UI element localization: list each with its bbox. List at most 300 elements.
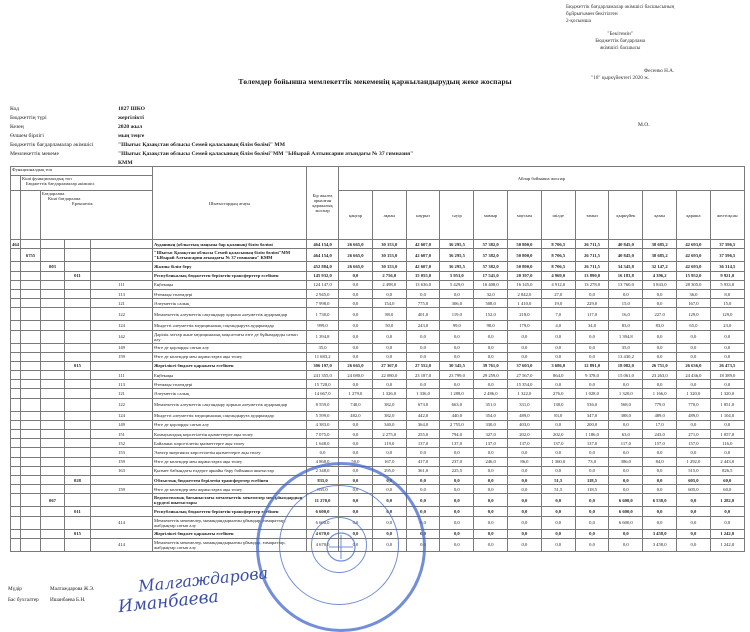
total-cell: 6 600,0 xyxy=(307,516,339,529)
month-cell: 129,0 xyxy=(677,308,711,321)
month-cell: 0,0 xyxy=(339,485,373,494)
code-cell xyxy=(65,289,91,298)
month-cell: 0,0 xyxy=(643,330,677,343)
meta-label: Код xyxy=(10,106,19,112)
total-cell: 464 154,0 xyxy=(307,240,339,249)
code-cell xyxy=(65,352,91,361)
total-cell: 2 945,0 xyxy=(307,289,339,298)
header-prog: Бағдарлама xyxy=(42,191,65,197)
expense-name: Ведомстволық бағыныстағы мемлекеттік мекемелер мен ұйымдардың күрделі шығыстары xyxy=(153,494,307,507)
month-cell: 0,0 xyxy=(440,494,474,507)
code-cell xyxy=(11,529,21,538)
month-cell: 0,0 xyxy=(372,448,406,457)
month-cell: 22 080,0 xyxy=(372,371,406,380)
month-11: қараша xyxy=(677,191,711,240)
month-cell: 30 153,0 xyxy=(372,249,406,262)
month-cell: 42 693,0 xyxy=(677,240,711,249)
table-row xyxy=(11,439,745,448)
code-cell xyxy=(91,271,153,280)
code-cell xyxy=(65,249,91,262)
expense-name: Өзге де көлемдер мен жұмыстарға ақы төлеу xyxy=(153,352,307,361)
code-cell xyxy=(21,411,41,420)
code-cell xyxy=(41,439,65,448)
month-cell: 0,0 xyxy=(406,330,440,343)
month-cell: 0,0 xyxy=(541,529,575,538)
month-cell: 26 665,0 xyxy=(339,240,373,249)
month-cell: 295,0 xyxy=(372,466,406,475)
meta-label: Бюджеттік бағдарламалар әкімшісі xyxy=(10,142,94,148)
code-cell: 113 xyxy=(91,380,153,389)
table-row xyxy=(11,448,745,457)
month-cell: 9 921,0 xyxy=(710,271,744,280)
expense-name: Қызмет бабындағы елдерге арнайы бару бойынша шығыстар xyxy=(153,466,307,475)
meta-value: мың теңге xyxy=(118,133,145,139)
month-cell: 7,0 xyxy=(541,308,575,321)
month-cell: 0,0 xyxy=(339,439,373,448)
month-cell: 118,5 xyxy=(575,485,609,494)
expense-name: Ауданның (облыстық маңызы бар қаланың) білім бөлімі xyxy=(153,240,307,249)
month-cell: 3 458,0 xyxy=(643,529,677,538)
month-cell: 167,0 xyxy=(372,457,406,466)
expense-name: Жергілікті бюджет қаражаты есебінен xyxy=(153,361,307,370)
month-cell: 0,0 xyxy=(474,516,508,529)
meta-label: Бюджеттің түрі xyxy=(10,115,47,121)
total-cell: 6 600,0 xyxy=(307,507,339,516)
month-cell: 364,0 xyxy=(406,420,440,429)
month-cell: 0,0 xyxy=(372,507,406,516)
month-cell: 51,5 xyxy=(541,475,575,484)
meta-row xyxy=(10,132,418,141)
month-cell: 0,0 xyxy=(406,448,440,457)
code-cell xyxy=(41,538,65,551)
month-cell: 0,0 xyxy=(339,289,373,298)
month-cell: 0,0 xyxy=(339,529,373,538)
meta-value: 1827 ШКО xyxy=(118,106,145,112)
expense-name: Республикалық бюджеттен берілетін трансферттер есебінен xyxy=(153,271,307,280)
month-cell: 73,0 xyxy=(575,457,609,466)
month-cell: 119,0 xyxy=(440,308,474,321)
code-cell: 124 xyxy=(91,321,153,330)
month-cell: 0,0 xyxy=(677,380,711,389)
code-cell xyxy=(65,420,91,429)
code-cell xyxy=(11,439,21,448)
expense-name: Облыстық бюджеттен берілетін трансферттер есебінен xyxy=(153,475,307,484)
month-cell: 0,0 xyxy=(541,330,575,343)
month-cell: 15,0 xyxy=(710,299,744,308)
month-cell: 35,0 xyxy=(609,343,643,352)
month-cell: 0,0 xyxy=(406,507,440,516)
month-cell: 0,0 xyxy=(609,420,643,429)
month-cell: 20 397,0 xyxy=(508,271,542,280)
month-cell: 5 953,0 xyxy=(440,271,474,280)
code-cell xyxy=(21,398,41,411)
total-cell: 0,0 xyxy=(307,448,339,457)
month-cell: 0,0 xyxy=(710,330,744,343)
month-cell: 388,0 xyxy=(609,411,643,420)
month-cell: 83,0 xyxy=(541,411,575,420)
month-cell: 0,0 xyxy=(643,299,677,308)
code-cell xyxy=(21,289,41,298)
month-cell: 417,0 xyxy=(406,457,440,466)
month-cell: 137,0 xyxy=(508,439,542,448)
code-cell xyxy=(11,448,21,457)
table-row xyxy=(11,352,745,361)
month-cell: 0,0 xyxy=(508,475,542,484)
month-10: қазан xyxy=(643,191,677,240)
code-cell xyxy=(65,321,91,330)
code-cell xyxy=(21,271,41,280)
month-cell: 386,0 xyxy=(609,457,643,466)
month-cell: 0,0 xyxy=(677,448,711,457)
code-cell: 149 xyxy=(91,420,153,429)
approval-line-2: бұйрығымен бекітілген xyxy=(566,11,618,17)
month-cell: 57 382,0 xyxy=(474,262,508,271)
month-cell: 0,0 xyxy=(406,475,440,484)
month-cell: 0,0 xyxy=(575,507,609,516)
month-cell: 1 282,0 xyxy=(710,494,744,507)
month-cell: 0,0 xyxy=(339,308,373,321)
month-cell: 2 443,0 xyxy=(710,457,744,466)
code-cell xyxy=(11,411,21,420)
month-cell: 340,0 xyxy=(372,420,406,429)
month-cell: 16 408,0 xyxy=(474,280,508,289)
month-cell: 0,0 xyxy=(643,475,677,484)
code-cell xyxy=(41,430,65,439)
month-cell: 137,0 xyxy=(541,439,575,448)
month-cell: 0,0 xyxy=(440,516,474,529)
code-cell: 414 xyxy=(91,516,153,529)
handwritten-signature-2: Иманбаева xyxy=(117,586,220,618)
month-cell: 0,0 xyxy=(372,485,406,494)
code-cell xyxy=(21,389,41,398)
header-spec: Ерекшелік xyxy=(72,201,93,207)
month-cell: 0,0 xyxy=(643,343,677,352)
total-cell: 1 394,8 xyxy=(307,330,339,343)
table-row xyxy=(11,308,745,321)
code-cell xyxy=(65,380,91,389)
total-cell: 124 147,0 xyxy=(307,280,339,289)
month-cell: 0,0 xyxy=(541,466,575,475)
month-cell: 775,0 xyxy=(406,299,440,308)
month-cell: 0,0 xyxy=(643,380,677,389)
month-cell: 23,0 xyxy=(710,321,744,330)
meta-value: "Шығыс Қазақстан облысы Семей қаласының білім бөлімі"ММ "Ыбырай Алтынсарин атындағы № 37 гимназия" КММ xyxy=(118,151,414,166)
total-cell: 8 559,0 xyxy=(307,398,339,411)
approval-block xyxy=(566,4,674,82)
month-cell: 42 607,0 xyxy=(406,262,440,271)
month-cell: 0,0 xyxy=(677,330,711,343)
stamp-place-label: М.О. xyxy=(638,122,650,128)
month-cell: 0,0 xyxy=(508,516,542,529)
month-cell: 12 891,0 xyxy=(575,361,609,370)
month-cell: 0,0 xyxy=(372,352,406,361)
expense-name: Жалпы білім беру xyxy=(153,262,307,271)
month-cell: 119,0 xyxy=(372,439,406,448)
expense-name: Әлеуметтік салық xyxy=(153,299,307,308)
month-cell: 1 336,0 xyxy=(406,389,440,398)
month-cell: 605,0 xyxy=(677,485,711,494)
month-cell: 0,0 xyxy=(508,330,542,343)
month-cell: 515,0 xyxy=(677,466,711,475)
table-row xyxy=(11,330,745,343)
month-cell: 0,0 xyxy=(575,466,609,475)
code-cell xyxy=(91,361,153,370)
code-cell xyxy=(11,389,21,398)
month-5: мамыр xyxy=(474,191,508,240)
month-cell: 0,0 xyxy=(406,380,440,389)
month-cell: 2 275,0 xyxy=(372,430,406,439)
month-cell: 1 292,0 xyxy=(677,457,711,466)
month-cell: 15 354,0 xyxy=(508,380,542,389)
month-cell: 0,0 xyxy=(372,538,406,551)
month-cell: 0,0 xyxy=(474,330,508,343)
code-cell: 111 xyxy=(91,371,153,380)
table-row xyxy=(11,280,745,289)
code-cell xyxy=(21,430,41,439)
code-cell xyxy=(11,507,21,516)
month-cell: 0,0 xyxy=(339,466,373,475)
month-cell: 0,0 xyxy=(372,330,406,343)
month-cell: 0,0 xyxy=(575,330,609,343)
total-cell: 5 599,0 xyxy=(307,411,339,420)
month-cell: 0,0 xyxy=(339,330,373,343)
approval-date: "18" қыркүйектегі 2020 ж. xyxy=(591,75,650,81)
month-cell: 1 057,0 xyxy=(710,430,744,439)
month-6: маусым xyxy=(508,191,542,240)
total-cell: 835,0 xyxy=(307,475,339,484)
month-cell: 13 760,0 xyxy=(609,280,643,289)
code-cell xyxy=(41,308,65,321)
code-cell: 113 xyxy=(91,289,153,298)
code-cell xyxy=(65,299,91,308)
month-7: шілде xyxy=(541,191,575,240)
month-cell: 1 394,8 xyxy=(609,330,643,343)
month-cell: 26 636,0 xyxy=(677,361,711,370)
month-cell: 0,0 xyxy=(508,494,542,507)
month-cell: 331,0 xyxy=(508,398,542,411)
month-cell: 200,0 xyxy=(575,420,609,429)
code-cell: 149 xyxy=(91,343,153,352)
total-cell: 464 154,0 xyxy=(307,249,339,262)
total-cell: 15 728,0 xyxy=(307,380,339,389)
code-cell xyxy=(41,420,65,429)
month-cell: 482,0 xyxy=(339,411,373,420)
month-cell: 489,0 xyxy=(508,411,542,420)
month-2: ақпан xyxy=(372,191,406,240)
code-cell xyxy=(41,343,65,352)
month-cell: 0,0 xyxy=(474,475,508,484)
code-cell xyxy=(41,411,65,420)
official-stamp xyxy=(256,462,426,632)
month-cell: 17 541,0 xyxy=(474,271,508,280)
month-cell: 0,0 xyxy=(575,538,609,551)
code-cell xyxy=(11,308,21,321)
code-cell xyxy=(11,494,21,507)
code-cell xyxy=(21,321,41,330)
approval-line-1: Бюджеттік бағдарламалар әкімшісі басшысының xyxy=(566,4,675,10)
month-cell: 0,0 xyxy=(643,289,677,298)
month-cell: 8 706,5 xyxy=(541,240,575,249)
code-cell xyxy=(21,352,41,361)
month-cell: 86,0 xyxy=(508,457,542,466)
code-cell xyxy=(65,411,91,420)
code-cell xyxy=(21,308,41,321)
month-cell: 27 552,0 xyxy=(406,361,440,370)
month-cell: 0,0 xyxy=(339,299,373,308)
handwritten-signature-1: Малгаждарова xyxy=(137,563,269,596)
expense-name: Мемлекеттік әлеуметтік сақтандыру қорына әлеуметтік аударымдар xyxy=(153,308,307,321)
code-cell xyxy=(41,371,65,380)
month-cell: 13 890,0 xyxy=(575,271,609,280)
expense-name: Мемлекеттік мекемелер, мамандандырылған ұйымдар, ғимараттар, жабдықтар сатып алу xyxy=(153,516,307,529)
meta-row xyxy=(10,141,418,150)
month-4: сәуір xyxy=(440,191,474,240)
month-cell: 40 845,0 xyxy=(609,240,643,249)
code-cell: 163 xyxy=(91,466,153,475)
code-cell xyxy=(91,507,153,516)
month-cell: 0,0 xyxy=(440,529,474,538)
month-cell: 0,0 xyxy=(541,494,575,507)
month-cell: 0,0 xyxy=(339,380,373,389)
total-cell: 11 683,2 xyxy=(307,352,339,361)
month-cell: 57 382,0 xyxy=(474,249,508,262)
header-name: Шығыстардың атауы xyxy=(153,167,307,240)
meta-row xyxy=(10,123,418,132)
code-cell xyxy=(21,280,41,289)
month-cell: 246,0 xyxy=(474,457,508,466)
month-cell: 157,0 xyxy=(677,439,711,448)
code-cell xyxy=(65,330,91,343)
month-cell: 1 326,0 xyxy=(372,389,406,398)
code-cell xyxy=(65,439,91,448)
month-cell: 0,0 xyxy=(609,289,643,298)
total-cell: 452 884,0 xyxy=(307,262,339,271)
month-cell: 0,0 xyxy=(508,529,542,538)
month-cell: 0,0 xyxy=(372,494,406,507)
expense-name: Өзге де қорларды сатып алу xyxy=(153,420,307,429)
month-cell: 2 498,0 xyxy=(372,280,406,289)
month-cell: 0,0 xyxy=(406,343,440,352)
code-cell xyxy=(41,249,65,262)
code-cell xyxy=(21,330,41,343)
code-cell xyxy=(21,448,41,457)
month-cell: 0,0 xyxy=(339,507,373,516)
table-row xyxy=(11,420,745,429)
meta-row xyxy=(10,114,418,123)
code-cell xyxy=(11,299,21,308)
code-cell xyxy=(41,389,65,398)
expense-name: Байланыс көрсетілетін қызметтерге ақы төлеу xyxy=(153,439,307,448)
month-cell: 0,0 xyxy=(677,529,711,538)
month-cell: 32 147,2 xyxy=(643,262,677,271)
code-cell xyxy=(21,262,41,271)
month-cell: 42 693,0 xyxy=(677,262,711,271)
month-cell: 0,0 xyxy=(339,538,373,551)
table-row xyxy=(11,249,745,262)
month-cell: 36,0 xyxy=(677,289,711,298)
code-cell: 414 xyxy=(91,538,153,551)
code-cell xyxy=(11,262,21,271)
month-cell: 38 685,2 xyxy=(643,240,677,249)
code-cell: 015 xyxy=(65,529,91,538)
code-cell xyxy=(11,249,21,262)
month-cell: 673,0 xyxy=(406,398,440,411)
code-cell xyxy=(91,240,153,249)
month-cell: 0,0 xyxy=(406,529,440,538)
month-cell: 0,0 xyxy=(339,516,373,529)
month-cell: 39 761,0 xyxy=(474,361,508,370)
code-cell xyxy=(11,430,21,439)
month-3: наурыз xyxy=(406,191,440,240)
code-cell: 111 xyxy=(91,280,153,289)
code-cell xyxy=(41,398,65,411)
month-cell: 15,0 xyxy=(609,299,643,308)
month-cell: 0,0 xyxy=(474,494,508,507)
month-cell: 50 800,0 xyxy=(508,262,542,271)
expense-name: Өтемақы төлемдері xyxy=(153,380,307,389)
month-cell: 83,0 xyxy=(609,321,643,330)
month-cell: 4,0 xyxy=(541,321,575,330)
month-cell: 0,0 xyxy=(508,343,542,352)
month-cell: 0,0 xyxy=(575,529,609,538)
code-cell xyxy=(65,466,91,475)
month-cell: 0,0 xyxy=(508,507,542,516)
month-cell: 0,0 xyxy=(541,507,575,516)
code-cell xyxy=(21,420,41,429)
month-cell: 15 061,0 xyxy=(609,371,643,380)
code-cell xyxy=(65,485,91,494)
header-subprog: Кіші бағдарлама xyxy=(48,196,81,202)
month-cell: 0,0 xyxy=(339,343,373,352)
total-cell: 7 075,0 xyxy=(307,430,339,439)
code-cell xyxy=(41,289,65,298)
code-cell: 121 xyxy=(91,389,153,398)
total-cell: 4 383,0 xyxy=(307,420,339,429)
month-cell: 0,0 xyxy=(643,352,677,361)
month-cell: 0,0 xyxy=(541,343,575,352)
month-cell: 157,0 xyxy=(643,439,677,448)
month-cell: 0,0 xyxy=(541,352,575,361)
month-cell: 88,0 xyxy=(372,308,406,321)
month-cell: 118,5 xyxy=(575,475,609,484)
table-row xyxy=(11,240,745,249)
month-cell: 42 693,0 xyxy=(677,249,711,262)
header-func: Функционалдық топ xyxy=(11,167,153,176)
month-cell: 0,0 xyxy=(609,448,643,457)
code-cell xyxy=(11,289,21,298)
code-cell xyxy=(11,343,21,352)
month-cell: 0,0 xyxy=(609,466,643,475)
month-cell: 0,0 xyxy=(474,466,508,475)
month-cell: 34,0 xyxy=(575,321,609,330)
expense-name: Еңбекақы xyxy=(153,371,307,380)
total-cell: 1 730,0 xyxy=(307,308,339,321)
month-cell: 1 320,0 xyxy=(677,389,711,398)
code-cell: 159 xyxy=(91,352,153,361)
meta-value: "Шығыс Қазақстан облысы Семей қаласының білім бөлімі" ММ xyxy=(118,142,285,148)
code-cell xyxy=(21,494,41,507)
approval-line-5: әкімшісі басшысы xyxy=(599,45,641,51)
code-cell: 121 xyxy=(91,299,153,308)
total-cell: 4 868,0 xyxy=(307,457,339,466)
month-cell: 57 382,0 xyxy=(474,240,508,249)
approval-line-4: Бюджеттік бағдарлама xyxy=(595,38,646,44)
month-cell: 179,0 xyxy=(508,321,542,330)
code-cell xyxy=(11,352,21,361)
month-cell: 6 600,0 xyxy=(609,516,643,529)
month-cell: 1 242,0 xyxy=(710,538,744,551)
month-cell: 15 952,0 xyxy=(677,271,711,280)
